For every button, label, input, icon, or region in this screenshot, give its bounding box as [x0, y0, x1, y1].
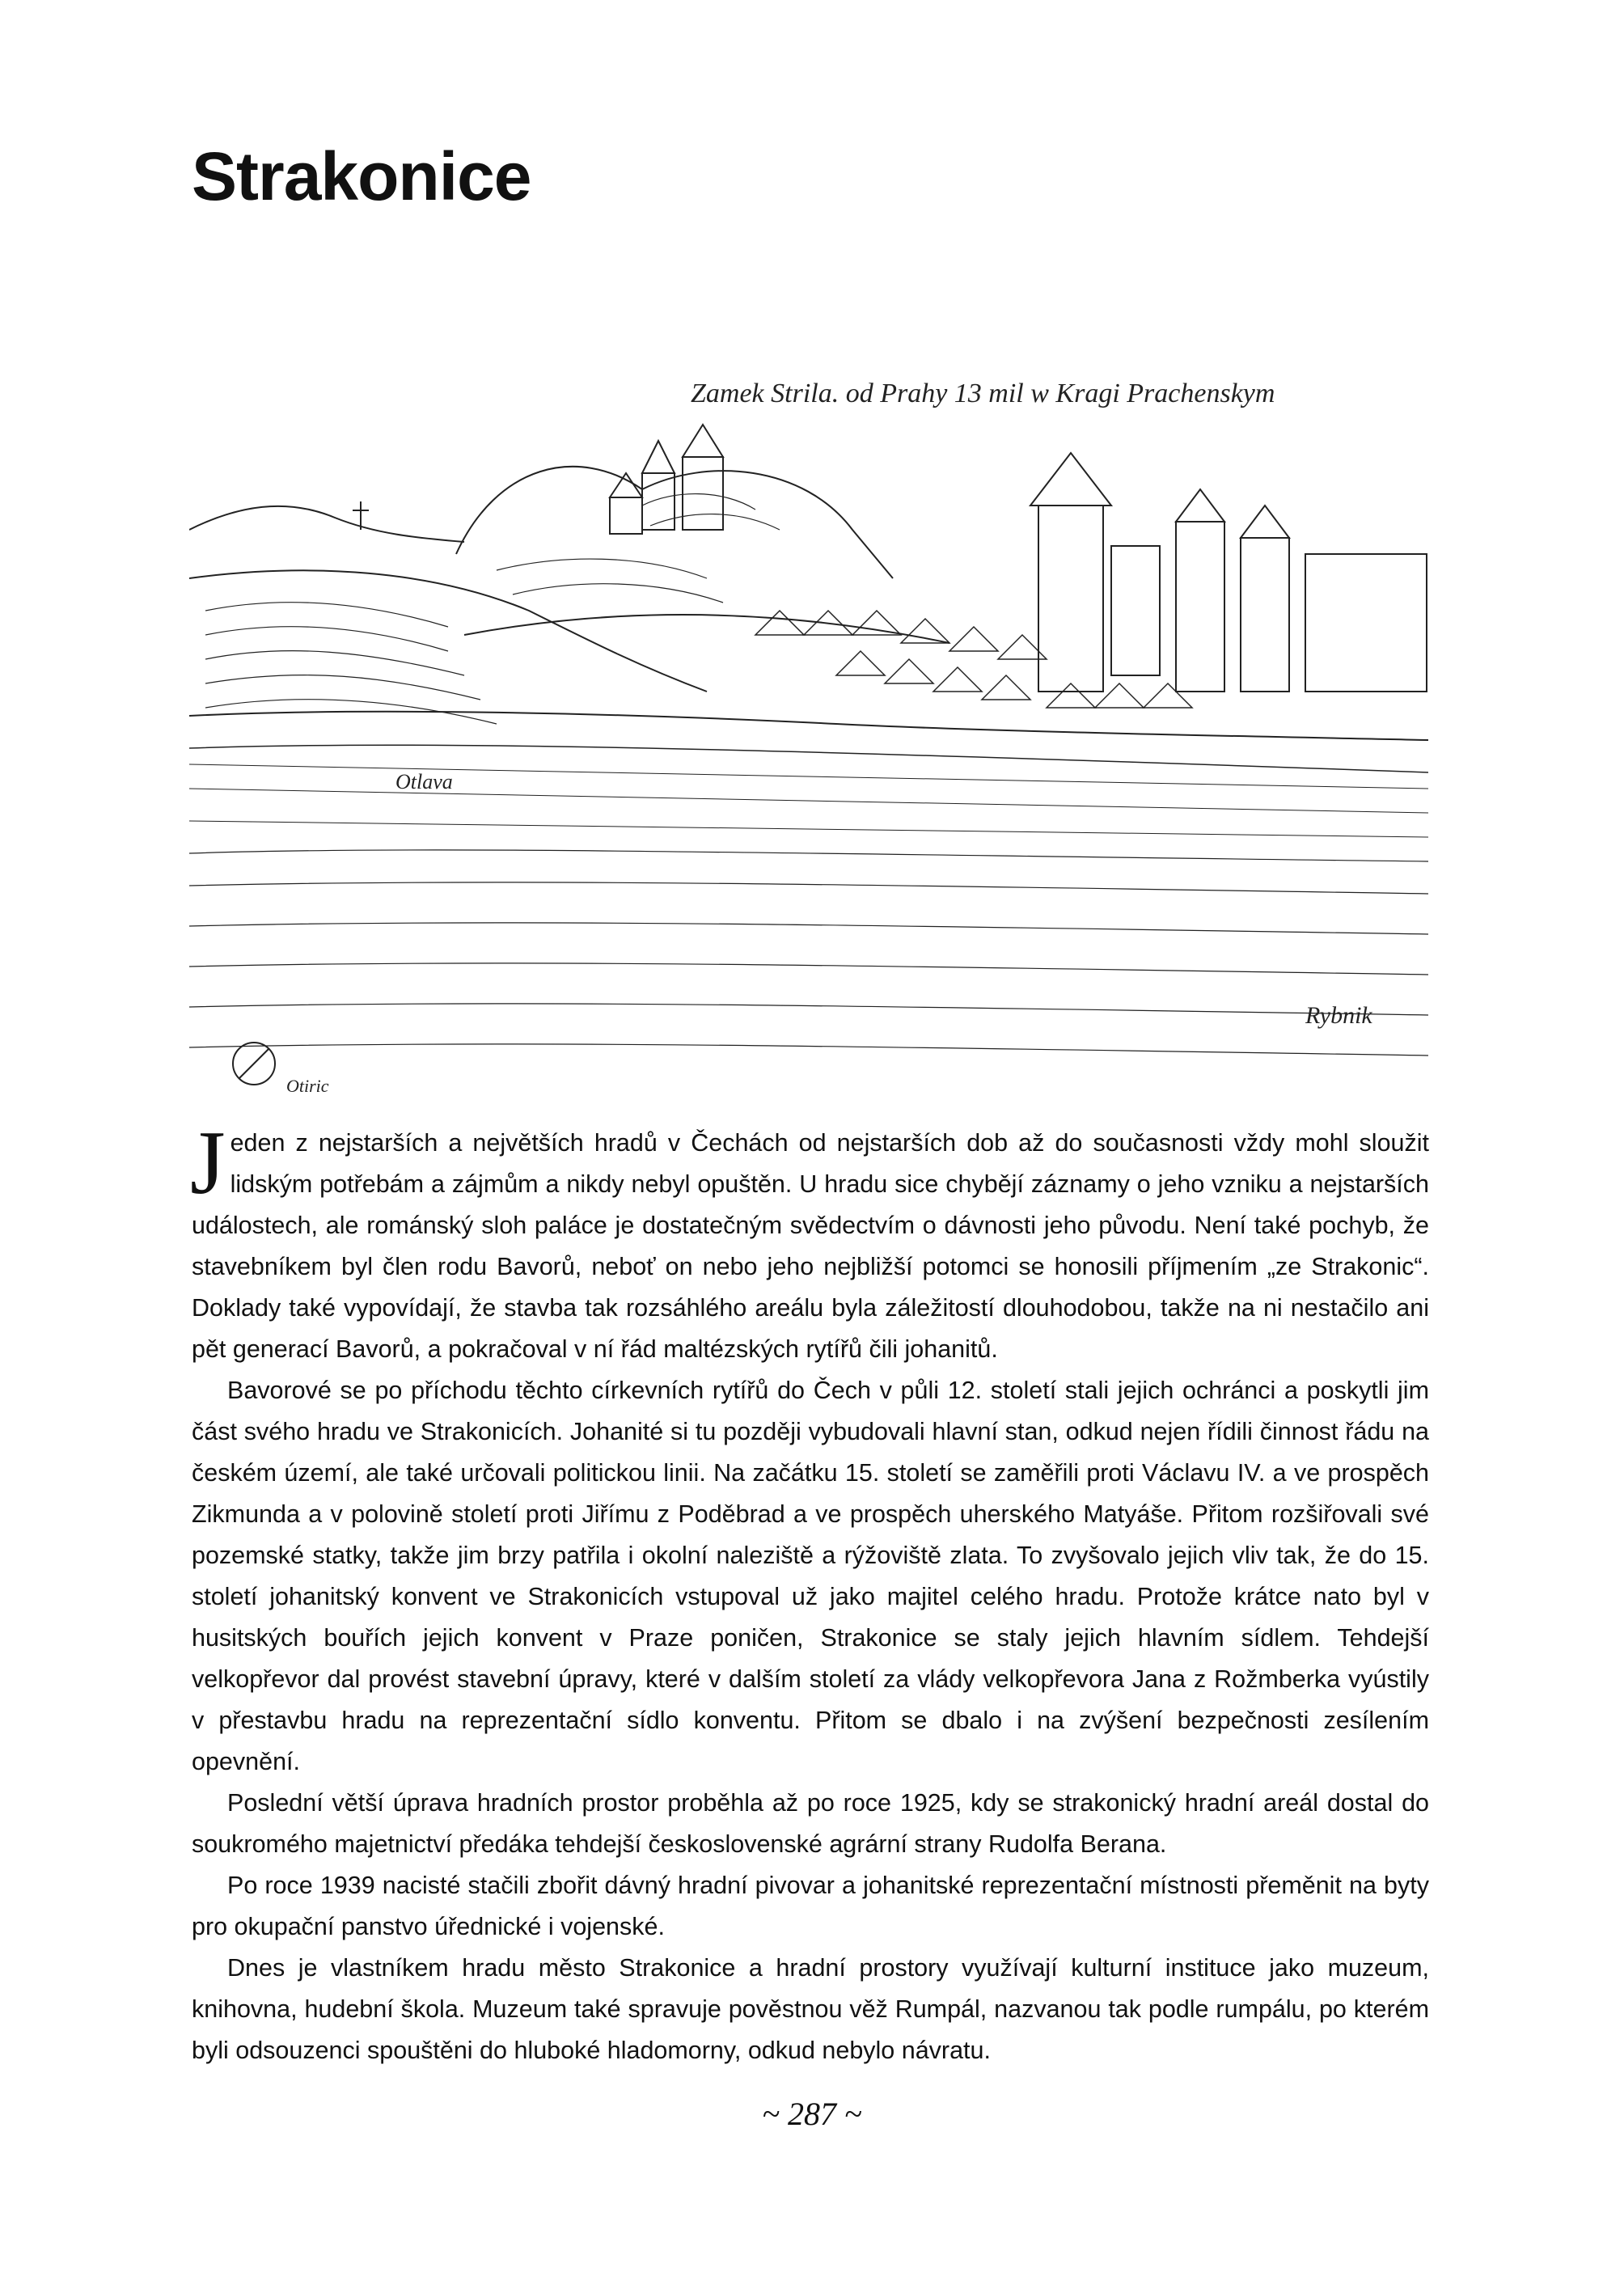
- page-title: Strakonice: [192, 138, 531, 214]
- paragraph-text: eden z nejstarších a největších hradů v Čechách od nejstarších dob až do současnosti vždy mohl sloužit lidským potřebám a zájmům a nikdy nebyl opuštěn. U hradu sice chybějí záznamy o jeho vzniku a nejstarších událostech, ale románský sloh paláce je dostatečným svědectvím o dávnosti jeho původu. Není také pochyb, že stavebníkem byl člen rodu Bavorů, neboť on nebo jeho nejbližší potomci se honosili příjmením „ze Strakonic“. Doklady také vypovídají, že stavba tak rozsáhlého areálu byla záležitostí dlouhodobou, takže na ni nestačilo ani pět generací Bavorů, a pokračoval v ní řád maltézských rytířů čili johanitů.: [192, 1129, 1429, 1363]
- paragraph-5: Dnes je vlastníkem hradu město Strakonice a hradní prostory využívají kulturní instituce jako muzeum, knihovna, hudební škola. Muzeum také spravuje pověstnou věž Rumpál, nazvanou tak podle rumpálu, po kterém byli odsouzenci spouštěni do hluboké hladomorny, odkud nebylo návratu.: [192, 1954, 1429, 2064]
- article-body: [190, 1113, 1429, 2071]
- paragraph-4: Po roce 1939 nacisté stačili zbořit dávný hradní pivovar a johanitské reprezentační místnosti přeměnit na byty pro okupační panstvo úřednické i vojenské.: [192, 1872, 1429, 1940]
- paragraph-3: Poslední větší úprava hradních prostor proběhla až po roce 1925, kdy se strakonický hradní areál dostal do soukromého majetnictví předáka tehdejší československé agrární strany Rudolfa Berana.: [192, 1789, 1429, 1858]
- engraving-signature: Rybnik: [1305, 1002, 1372, 1029]
- engraving-svg: [189, 368, 1428, 1096]
- page-number: ~ 287 ~: [762, 2096, 862, 2132]
- engraving-caption: Zamek Strila. od Prahy 13 mil w Kragi Prachenskym: [691, 379, 1275, 408]
- paragraph-1: [190, 1113, 1429, 1370]
- corner-label: Otiric: [286, 1076, 329, 1096]
- paragraph-2: Bavorové se po příchodu těchto církevních rytířů do Čech v půli 12. století stali jejich ochránci a poskytli jim část svého hradu ve Strakonicích. Johanité si tu později vybudovali hlavní stan, odkud nejen řídili činnost řádu na českém území, ale také určovali politickou linii. Na začátku 15. století se zaměřili proti Václavu IV. a ve prospěch Zikmunda a v polovině století proti Jiřímu z Poděbrad a ve prospěch uherského Matyáše. Přitom rozšiřovali své pozemské statky, takže jim brzy patřila i okolní naleziště a rýžoviště zlata. To zvyšovalo jejich vliv tak, že do 15. století johanitský konvent ve Strakonicích vstupoval už jako majitel celého hradu. Protože krátce nato byl v husitských bouřích jejich konvent v Praze poničen, Strakonice se staly jejich hlavním sídlem. Tehdejší velkopřevor dal provést stavební úpravy, které v dalším století za vlády velkopřevora Jana z Rožmberka vyústily v přestavbu hradu na reprezentační sídlo konventu. Přitom se dbalo i na zvýšení bezpečnosti zesílením opevnění.: [192, 1377, 1429, 1775]
- river-label: Otlava: [395, 770, 453, 793]
- castle-engraving: [189, 368, 1428, 1096]
- drop-cap: J: [190, 1113, 226, 1213]
